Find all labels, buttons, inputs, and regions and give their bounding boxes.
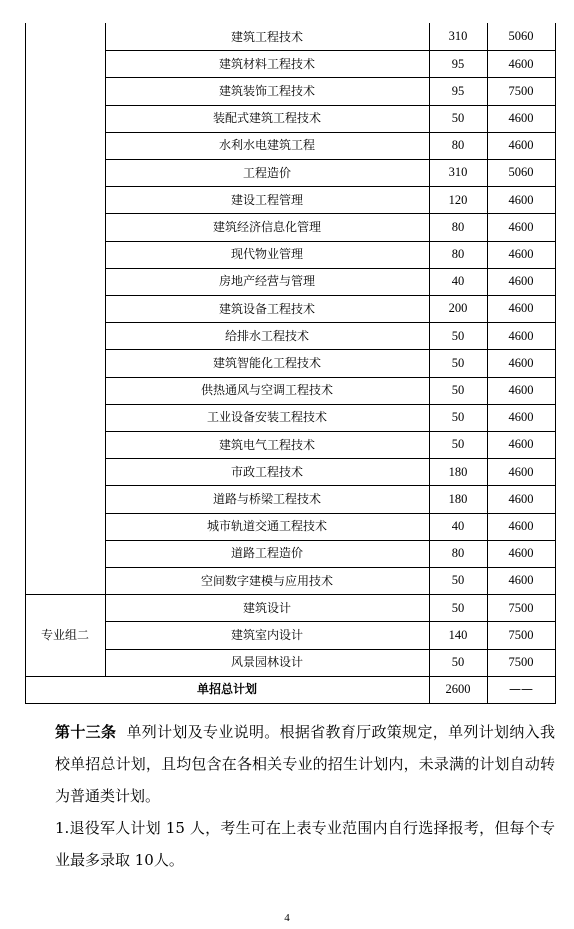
plan-count-cell: 140 (448, 627, 468, 642)
tuition-fee-cell: 4600 (508, 410, 534, 425)
enrollment-plan-table (25, 23, 555, 710)
tuition-fee-cell: 7500 (508, 600, 534, 615)
item-1-paragraph (25, 812, 555, 876)
total-fee-cell: —— (509, 682, 533, 697)
tuition-fee-cell: 4600 (508, 56, 534, 71)
tuition-fee-cell: 4600 (508, 355, 534, 370)
major-name-cell: 建筑设计 (242, 600, 291, 615)
tuition-fee-cell: 4600 (508, 328, 534, 343)
major-name-cell: 市政工程技术 (230, 464, 303, 479)
plan-count-cell: 200 (448, 301, 468, 316)
plan-count-cell: 50 (451, 355, 465, 370)
tuition-fee-cell: 4600 (508, 491, 534, 506)
major-name-cell: 建筑电气工程技术 (218, 437, 315, 452)
total-plan-label: 单招总计划 (196, 682, 257, 697)
tuition-fee-cell: 4600 (508, 138, 534, 153)
major-name-cell: 工程造价 (242, 165, 291, 180)
plan-count-cell: 50 (451, 654, 465, 669)
major-name-cell: 建筑工程技术 (230, 29, 303, 44)
article-13-paragraph (25, 716, 555, 812)
major-name-cell: 给排水工程技术 (224, 328, 309, 343)
tuition-fee-cell: 4600 (508, 518, 534, 533)
tuition-fee-cell: 7500 (508, 654, 534, 669)
plan-count-cell: 50 (451, 410, 465, 425)
major-name-cell: 水利水电建筑工程 (218, 138, 315, 153)
item-1-text: 1.退役军人计划 15 人，考生可在上表专业范围内自行选择报考，但每个专业最多录取 10人。 (55, 819, 555, 869)
page-number: 4 (284, 912, 290, 924)
article-13-text: 单列计划及专业说明。根据省教育厅政策规定，单列计划纳入我校单招总计划，且均包含在各相关专业的招生计划内，未录满的计划自动转为普通类计划。 (55, 723, 555, 805)
major-name-cell: 道路工程造价 (230, 546, 303, 561)
plan-count-cell: 80 (451, 546, 465, 561)
tuition-fee-cell: 7500 (508, 83, 534, 98)
major-name-cell: 空间数字建模与应用技术 (200, 573, 333, 588)
body-text (25, 716, 555, 876)
tuition-fee-cell: 4600 (508, 437, 534, 452)
major-name-cell: 建筑经济信息化管理 (212, 219, 321, 234)
tuition-fee-cell: 5060 (508, 29, 534, 44)
major-name-cell: 装配式建筑工程技术 (212, 111, 321, 126)
tuition-fee-cell: 4600 (508, 110, 534, 125)
plan-count-cell: 120 (448, 192, 468, 207)
plan-count-cell: 80 (451, 246, 465, 261)
plan-count-cell: 50 (451, 382, 465, 397)
tuition-fee-cell: 4600 (508, 274, 534, 289)
plan-count-cell: 80 (451, 138, 465, 153)
tuition-fee-cell: 7500 (508, 627, 534, 642)
major-name-cell: 道路与桥梁工程技术 (212, 491, 321, 506)
major-name-cell: 风景园林设计 (230, 655, 303, 670)
article-13-heading: 第十三条 (55, 723, 117, 741)
major-name-cell: 现代物业管理 (230, 247, 303, 262)
tuition-fee-cell: 4600 (508, 546, 534, 561)
plan-count-cell: 80 (451, 219, 465, 234)
plan-count-cell: 50 (451, 573, 465, 588)
tuition-fee-cell: 4600 (508, 219, 534, 234)
plan-count-cell: 180 (448, 491, 468, 506)
plan-count-cell: 50 (451, 437, 465, 452)
tuition-fee-cell: 4600 (508, 464, 534, 479)
plan-count-cell: 40 (451, 274, 465, 289)
group-2-label: 专业组二 (40, 627, 89, 642)
tuition-fee-cell: 4600 (508, 573, 534, 588)
major-name-cell: 城市轨道交通工程技术 (206, 519, 327, 534)
major-name-cell: 建筑装饰工程技术 (218, 83, 315, 98)
tuition-fee-cell: 5060 (508, 165, 534, 180)
major-name-cell: 建筑智能化工程技术 (212, 355, 321, 370)
plan-count-cell: 95 (451, 83, 465, 98)
tuition-fee-cell: 4600 (508, 382, 534, 397)
total-plan-count: 2600 (445, 682, 471, 697)
plan-count-cell: 95 (451, 56, 465, 71)
plan-count-cell: 40 (451, 518, 465, 533)
plan-count-cell: 50 (451, 110, 465, 125)
major-name-cell: 建筑设备工程技术 (218, 301, 315, 316)
tuition-fee-cell: 4600 (508, 246, 534, 261)
major-name-cell: 建筑室内设计 (230, 627, 303, 642)
tuition-fee-cell: 4600 (508, 192, 534, 207)
major-name-cell: 建设工程管理 (230, 192, 303, 207)
major-name-cell: 房地产经营与管理 (218, 274, 315, 289)
major-name-cell: 工业设备安装工程技术 (206, 410, 327, 425)
major-name-cell: 供热通风与空调工程技术 (200, 383, 333, 398)
tuition-fee-cell: 4600 (508, 301, 534, 316)
plan-count-cell: 310 (448, 165, 468, 180)
plan-count-cell: 50 (451, 600, 465, 615)
plan-count-cell: 50 (451, 328, 465, 343)
plan-count-cell: 310 (448, 29, 468, 44)
plan-count-cell: 180 (448, 464, 468, 479)
major-name-cell: 建筑材料工程技术 (218, 56, 315, 71)
